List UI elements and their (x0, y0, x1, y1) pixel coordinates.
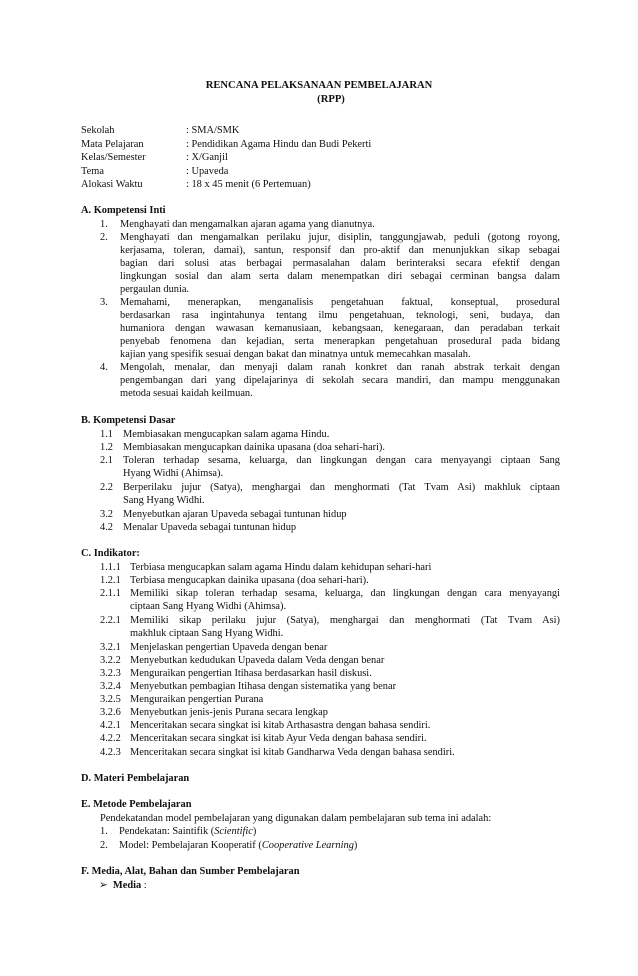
indicator-number: 4.2.1 (100, 720, 121, 731)
ki-3-line: penyebab fenomena dan kejadian, serta menerapkan pengetahuan prosedural pada bidang (120, 336, 560, 347)
indicator-number: 2.1.1 (100, 588, 121, 599)
method-item (119, 825, 256, 838)
indicator-text: Menceritakan secara singkat isi kitab Arthasastra dengan bahasa sendiri. (130, 720, 431, 731)
kd-number: 1.1 (100, 429, 113, 440)
method-item (119, 839, 357, 852)
method-item-text: Model: Pembelajaran Kooperatif ( (119, 840, 262, 851)
list-number: 4. (100, 362, 108, 373)
indicator-number: 4.2.3 (100, 747, 121, 758)
identity-value: : Upaveda (186, 166, 229, 177)
kd-number: 2.1 (100, 455, 113, 466)
kd-text: Membiasakan mengucapkan salam agama Hindu. (123, 429, 330, 440)
ki-2-line: lingkungan sosial dan alam serta dalam menempatkan diri sebagai cerminan bangsa dalam (120, 271, 560, 282)
kd-number: 3.2 (100, 509, 113, 520)
list-number: 1. (100, 826, 108, 837)
kd-text: Berperilaku jujur (Satya), menghargai dan menghormati (Tat Tvam Asi) makhluk ciptaan (123, 482, 560, 493)
document-title: RENCANA PELAKSANAAN PEMBELAJARAN (205, 80, 433, 91)
kd-text: Menyebutkan ajaran Upaveda sebagai tuntunan hidup (123, 509, 347, 520)
indicator-number: 3.2.4 (100, 681, 121, 692)
identity-value: : X/Ganjil (186, 152, 228, 163)
indicator-number: 3.2.6 (100, 707, 121, 718)
list-number: 2. (100, 232, 108, 243)
identity-label: Alokasi Waktu (81, 179, 143, 190)
indicator-number: 3.2.2 (100, 655, 121, 666)
kd-text: Toleran terhadap sesama, keluarga, dan lingkungan dengan cara menyayangi ciptaan Sang (123, 455, 560, 466)
list-number: 1. (100, 219, 108, 230)
indicator-text: Menyebutkan pembagian Itihasa dengan sistematika yang benar (130, 681, 397, 692)
indicator-text: Menceritakan secara singkat isi kitab Gandharwa Veda dengan bahasa sendiri. (130, 747, 455, 758)
list-number: 3. (100, 297, 108, 308)
indicator-text: Menceritakan secara singkat isi kitab Ayur Veda dengan bahasa sendiri. (130, 733, 427, 744)
indicator-number: 1.2.1 (100, 575, 121, 586)
identity-value: : SMA/SMK (186, 125, 240, 136)
identity-label: Sekolah (81, 125, 115, 136)
indicator-number: 3.2.5 (100, 694, 121, 705)
method-intro: Pendekatandan model pembelajaran yang digunakan dalam pembelajaran sub tema ini adalah: (100, 813, 492, 824)
method-item-italic: Cooperative Learning (261, 840, 354, 851)
indicator-text: Memiliki sikap perilaku jujur (Satya), menghargai dan menghormati (Tat Tvam Asi) (130, 615, 560, 626)
ki-2-line: Menghayati dan mengamalkan perilaku jujur, disiplin, tanggungjawab, peduli (gotong royong, (120, 232, 560, 243)
indicator-number: 3.2.3 (100, 668, 121, 679)
identity-label: Mata Pelajaran (81, 139, 144, 150)
indicator-text: Terbiasa mengucapkan salam agama Hindu dalam kehidupan sehari-hari (130, 562, 432, 573)
section-b-heading: B. Kompetensi Dasar (81, 415, 176, 426)
indicator-text: Terbiasa mengucapkan dainika upasana (doa sehari-hari). (130, 575, 369, 586)
kd-text: Menalar Upaveda sebagai tuntunan hidup (123, 522, 297, 533)
kd-number: 4.2 (100, 522, 113, 533)
method-item-close: ) (252, 826, 257, 837)
ki-4-line: metoda sesuai kaidah keilmuan. (120, 388, 253, 399)
section-d-heading: D. Materi Pembelajaran (81, 773, 190, 784)
ki-4-line: pengembangan dari yang dipelajarinya di sekolah secara mandiri, dan mampu menggunakan (120, 375, 560, 386)
ki-3-line: humaniora dengan wawasan kemanusiaan, kebangsaan, kenegaraan, dan peradaban terkait (120, 323, 560, 334)
media-line (99, 879, 147, 892)
kd-number: 1.2 (100, 442, 113, 453)
identity-label: Kelas/Semester (81, 152, 146, 163)
section-c-heading: C. Indikator: (81, 548, 140, 559)
indicator-text: makhluk ciptaan Sang Hyang Widhi. (130, 628, 284, 639)
kd-text: Sang Hyang Widhi. (123, 495, 205, 506)
ki-2-line: pergaulan dunia. (120, 284, 190, 295)
indicator-text: Memiliki sikap toleran terhadap sesama, keluarga, dan lingkungan dengan cara menyayangi (130, 588, 560, 599)
ki-3-line: berdasarkan rasa ingintahunya tentang ilmu pengetahuan, teknologi, seni, budaya, dan (120, 310, 560, 321)
identity-value: : 18 x 45 menit (6 Pertemuan) (186, 179, 311, 190)
indicator-text: Menguraikan pengertian Purana (130, 694, 264, 705)
document-subtitle: (RPP) (317, 94, 345, 105)
indicator-text: Menguraikan pengertian Itihasa berdasarkan hasil diskusi. (130, 668, 372, 679)
media-label: Media (112, 880, 142, 891)
section-f-heading: F. Media, Alat, Bahan dan Sumber Pembelajaran (81, 866, 300, 877)
indicator-text: Menyebutkan kedudukan Upaveda dalam Veda dengan benar (130, 655, 385, 666)
ki-3-line: kajian yang spesifik sesuai dengan bakat dan minatnya untuk memecahkan masalah. (120, 349, 471, 360)
indicator-number: 4.2.2 (100, 733, 121, 744)
method-item-text: Pendekatan: Saintifik ( (119, 826, 215, 837)
indicator-text: Menyebutkan jenis-jenis Purana secara lengkap (130, 707, 328, 718)
method-item-close: ) (353, 840, 358, 851)
arrow-bullet-icon: ➢ (99, 880, 108, 891)
list-number: 2. (100, 840, 108, 851)
indicator-number: 3.2.1 (100, 642, 121, 653)
method-item-italic: Scientific (214, 826, 253, 837)
ki-3-line: Memahami, menerapkan, menganalisis pengetahuan faktual, konseptual, prosedural (120, 297, 560, 308)
ki-2-line: bagian dari solusi atas berbagai permasalahan dalam berinteraksi secara efektif dengan (120, 258, 560, 269)
kd-text: Membiasakan mengucapkan dainika upasana (doa sehari-hari). (123, 442, 385, 453)
indicator-text: ciptaan Sang Hyang Widhi (Ahimsa). (130, 601, 287, 612)
indicator-text: Menjelaskan pengertian Upaveda dengan benar (130, 642, 328, 653)
section-e-heading: E. Metode Pembelajaran (81, 799, 192, 810)
section-a-heading: A. Kompetensi Inti (81, 205, 166, 216)
kd-text: Hyang Widhi (Ahimsa). (123, 468, 224, 479)
indicator-number: 2.2.1 (100, 615, 121, 626)
ki-4-line: Mengolah, menalar, dan menyaji dalam ranah konkret dan ranah abstrak terkait dengan (120, 362, 560, 373)
media-colon: : (141, 880, 147, 891)
indicator-number: 1.1.1 (100, 562, 121, 573)
ki-1-text: Menghayati dan mengamalkan ajaran agama yang dianutnya. (120, 219, 375, 230)
kd-number: 2.2 (100, 482, 113, 493)
identity-label: Tema (81, 166, 104, 177)
identity-value: : Pendidikan Agama Hindu dan Budi Pekerti (186, 139, 372, 150)
ki-2-line: kerjasama, toleran, damai), santun, responsif dan pro-aktif dan menunjukkan sikap sebagai (120, 245, 560, 256)
